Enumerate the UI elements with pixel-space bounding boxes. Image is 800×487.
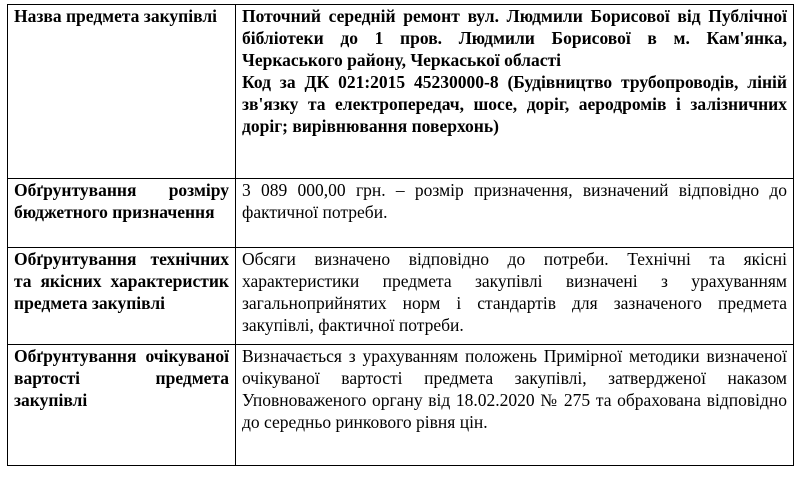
- table-row-subject: [8, 5, 794, 179]
- row-label-subject: Назва предмета закупівлі: [8, 5, 236, 179]
- table-row-budget: [8, 179, 794, 248]
- row-value-budget: 3 089 000,00 грн. – розмір призначення, визначений відповідно до фактичної потреби.: [236, 179, 794, 248]
- row-value-technical: Обсяги визначено відповідно до потреби. Технічні та якісні характеристики предмета закупівлі визначені з урахуванням загальноприйнятих норм і стандартів для зазначеного предмета закупівлі, фактичної потреби.: [236, 248, 794, 345]
- row-value-expected-cost: Визначається з урахуванням положень Примірної методики визначеної очікуваної вартості предмета закупівлі, затвердженої наказом Уповноваженого органу від 18.02.2020 № 275 та обрахована відповідно до середньо ринкового рівня цін.: [236, 345, 794, 466]
- procurement-justification-table: [7, 4, 794, 466]
- table-row-expected-cost: [8, 345, 794, 466]
- row-label-budget: Обґрунтування розміру бюджетного призначення: [8, 179, 236, 248]
- table-row-technical: [8, 248, 794, 345]
- subject-description: Поточний середній ремонт вул. Людмили Борисової від Публічної бібліотеки до 1 пров. Людмили Борисової в м. Кам'янка, Черкаського району, Черкаської області: [242, 6, 787, 70]
- subject-dk-code: Код за ДК 021:2015 45230000-8 (Будівництво трубопроводів, ліній зв'язку та електропередач, шосе, доріг, аеродромів і залізничних доріг; вирівнювання поверхонь): [242, 72, 787, 136]
- row-label-technical: Обґрунтування технічних та якісних характеристик предмета закупівлі: [8, 248, 236, 345]
- row-label-expected-cost: Обґрунтування очікуваної вартості предмета закупівлі: [8, 345, 236, 466]
- row-value-subject: [236, 5, 794, 179]
